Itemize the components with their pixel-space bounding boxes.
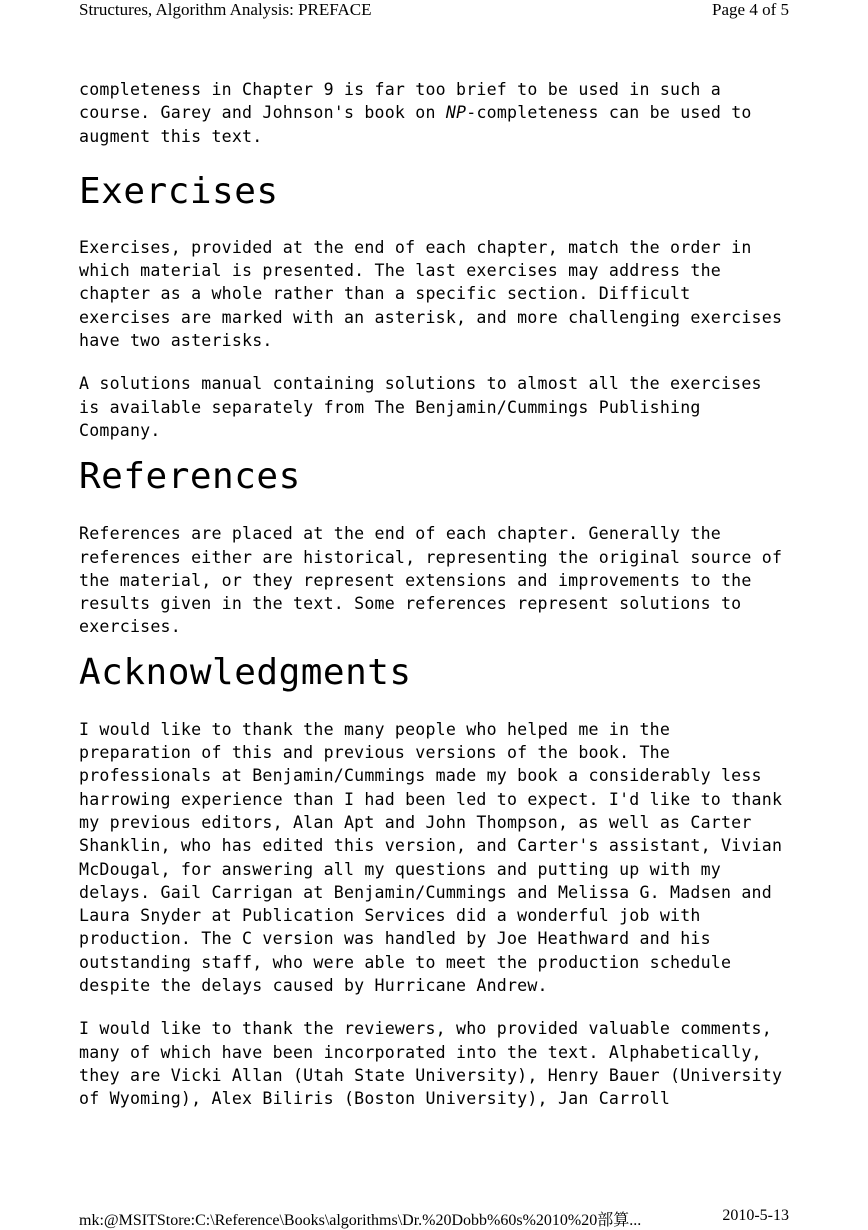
page-footer (79, 1207, 789, 1229)
acknowledgments-heading: Acknowledgments (79, 651, 412, 693)
intro-line-2a: course. Garey and Johnson's book on (79, 103, 446, 123)
references-paragraph-1: References are placed at the end of each chapter. Generally the references either are historical, representing the original source of the material, or they represent extensions and improvements to the results given in the text. Some references represent solutions to exercises. (79, 524, 783, 637)
exercises-paragraph-2: A solutions manual containing solutions to almost all the exercises is available separately from The Benjamin/Cummings Publishing Company. (79, 374, 762, 440)
header-title: Structures, Algorithm Analysis: PREFACE (79, 0, 372, 19)
page-number: Page 4 of 5 (712, 0, 789, 19)
exercises-heading: Exercises (79, 170, 279, 212)
intro-paragraph (79, 78, 799, 148)
footer-url: mk:@MSITStore:C:\Reference\Books\algorithms\Dr.%20Dobb%60s%2010%20部算... (79, 1212, 642, 1229)
intro-np: NP (445, 103, 467, 123)
references-heading: References (79, 456, 301, 498)
exercises-paragraph-1: Exercises, provided at the end of each chapter, match the order in which material is presented. The last exercises may address the chapter as a whole rather than a specific section. Difficult exercises are marked with an asterisk, and more challenging exercises have two asterisks. (79, 237, 783, 351)
intro-line-1: completeness in Chapter 9 is far too brief to be used in such a (79, 80, 721, 99)
acknowledgments-paragraph-1: I would like to thank the many people who helped me in the preparation of this and previous versions of the book. The professionals at Benjamin/Cummings made my book a considerably less harrowing experience than I had been led to expect. I'd like to thank my previous editors, Alan Apt and John Thompson, as well as Carter Shanklin, who has edited this version, and Carter's assistant, Vivian McDougal, for answering all my questions and putting up with my delays. Gail Carrigan at Benjamin/Cummings and Melissa G. Madsen and Laura Snyder at Publication Services did a wonderful job with production. The C version was handled by Joe Heathward and his outstanding staff, who were able to meet the production schedule despite the delays caused by Hurricane Andrew. (79, 719, 783, 996)
document-body (79, 78, 799, 1111)
intro-line-2c: -completeness can be used to (466, 103, 752, 123)
intro-line-3: augment this text. (79, 126, 263, 146)
acknowledgments-paragraph-2: I would like to thank the reviewers, who provided valuable comments, many of which have been incorporated into the text. Alphabetically, they are Vicki Allan (Utah State University), Henry Bauer (University of Wyoming), Alex Biliris (Boston University), Jan Carroll (79, 1019, 783, 1109)
footer-date: 2010-5-13 (722, 1207, 789, 1224)
page-header (79, 0, 789, 22)
